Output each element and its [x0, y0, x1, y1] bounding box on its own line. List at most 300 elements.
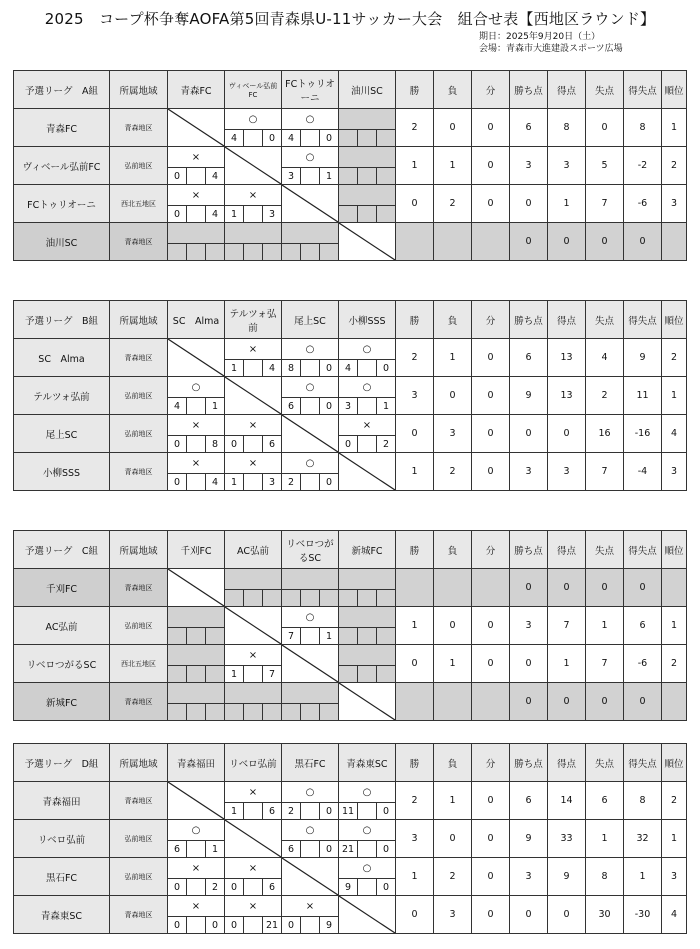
match-result	[339, 569, 395, 589]
team-stat: 1	[396, 453, 434, 491]
team-column-header: 黒石FC	[282, 744, 339, 782]
score-against: 0	[325, 476, 333, 488]
area-header: 所属地域	[110, 301, 168, 339]
team-stat: 2	[434, 185, 472, 223]
score-for	[339, 168, 357, 184]
team-stat: 3	[662, 185, 687, 223]
team-stat: 0	[586, 683, 624, 721]
score-box	[225, 359, 281, 376]
team-stat: 0	[510, 223, 548, 261]
score-against	[263, 244, 281, 260]
group-label: 予選リーグ A組	[14, 71, 110, 109]
team-stat: 1	[434, 645, 472, 683]
match-result: ○	[191, 381, 201, 393]
score-for: 6	[173, 843, 181, 855]
stat-header: 分	[472, 744, 510, 782]
score-against: 4	[211, 476, 219, 488]
match-cell	[225, 896, 282, 934]
team-column-header: 千刈FC	[168, 531, 225, 569]
team-stat: 7	[548, 607, 586, 645]
team-stat: 1	[548, 645, 586, 683]
score-box	[339, 878, 395, 895]
self-match-cell	[225, 377, 282, 415]
score-for: 0	[230, 438, 238, 450]
team-stat: 3	[396, 377, 434, 415]
team-stat: 3	[548, 147, 586, 185]
self-match-cell	[339, 223, 396, 261]
team-stat: 0	[472, 339, 510, 377]
team-column-header: 新城FC	[339, 531, 396, 569]
team-area: 青森地区	[110, 339, 168, 377]
team-area: 青森地区	[110, 896, 168, 934]
self-match-cell	[225, 820, 282, 858]
score-box	[339, 359, 395, 376]
team-stat: 2	[434, 453, 472, 491]
score-for: 0	[173, 208, 181, 220]
team-stat: -16	[624, 415, 662, 453]
score-separator	[300, 628, 320, 644]
score-against: 4	[211, 170, 219, 182]
team-stat: 30	[586, 896, 624, 934]
match-result: ×	[248, 862, 258, 874]
match-cell	[225, 683, 282, 721]
team-stat: 1	[662, 820, 687, 858]
match-result: ○	[362, 862, 372, 874]
diagonal-line-icon	[282, 415, 338, 452]
score-box	[339, 205, 395, 222]
team-stat	[472, 223, 510, 261]
score-separator	[357, 206, 377, 222]
team-stat: 11	[624, 377, 662, 415]
team-stat: 0	[548, 415, 586, 453]
team-area: 青森地区	[110, 223, 168, 261]
score-for: 6	[287, 843, 295, 855]
team-column-header: AC弘前	[225, 531, 282, 569]
team-stat: 0	[472, 185, 510, 223]
score-box	[225, 129, 281, 146]
score-separator	[357, 879, 377, 895]
score-box	[168, 878, 224, 895]
score-box	[168, 665, 224, 682]
team-area: 弘前地区	[110, 820, 168, 858]
team-column-header: 青森福田	[168, 744, 225, 782]
group-table	[13, 530, 687, 721]
score-for	[168, 704, 186, 720]
match-result: ×	[248, 457, 258, 469]
match-cell	[168, 453, 225, 491]
match-cell	[282, 339, 339, 377]
team-stat: 3	[434, 896, 472, 934]
score-against: 2	[382, 438, 390, 450]
diagonal-line-icon	[168, 569, 224, 606]
team-row	[14, 896, 687, 934]
match-cell	[282, 109, 339, 147]
score-separator	[243, 244, 263, 260]
team-row	[14, 377, 687, 415]
match-result: ○	[362, 343, 372, 355]
header-row	[14, 301, 687, 339]
score-separator	[357, 590, 377, 606]
team-area: 西北五地区	[110, 645, 168, 683]
match-result: ×	[248, 786, 258, 798]
self-match-cell	[225, 607, 282, 645]
self-match-cell	[339, 683, 396, 721]
stat-header: 負	[434, 744, 472, 782]
stat-header: 得失点	[624, 71, 662, 109]
team-stat: -6	[624, 645, 662, 683]
score-box	[282, 129, 338, 146]
score-separator	[243, 704, 263, 720]
score-against: 21	[265, 919, 279, 931]
match-result	[339, 185, 395, 205]
score-for: 11	[341, 805, 355, 817]
score-for: 2	[287, 805, 295, 817]
stat-header: 勝ち点	[510, 744, 548, 782]
match-result: ×	[248, 649, 258, 661]
match-cell	[225, 858, 282, 896]
match-cell	[168, 607, 225, 645]
diagonal-line-icon	[339, 683, 395, 720]
team-name: テルツォ弘前	[14, 377, 110, 415]
score-for: 0	[173, 476, 181, 488]
team-stat: 1	[396, 858, 434, 896]
team-stat: 0	[434, 377, 472, 415]
team-column-header: テルツォ弘前	[225, 301, 282, 339]
score-against	[263, 590, 281, 606]
match-cell	[225, 782, 282, 820]
match-cell	[339, 569, 396, 607]
team-stat: 0	[586, 223, 624, 261]
score-separator	[300, 360, 320, 376]
match-result: ×	[191, 900, 201, 912]
score-for	[282, 704, 300, 720]
diagonal-line-icon	[225, 377, 281, 414]
score-separator	[186, 841, 206, 857]
team-row	[14, 569, 687, 607]
score-separator	[186, 474, 206, 490]
match-result: ○	[305, 343, 315, 355]
team-stat: 3	[662, 858, 687, 896]
match-result: ×	[191, 151, 201, 163]
match-result: ○	[305, 113, 315, 125]
score-for	[282, 590, 300, 606]
team-area: 青森地区	[110, 782, 168, 820]
team-name: 青森FC	[14, 109, 110, 147]
match-cell	[339, 645, 396, 683]
score-box	[225, 703, 281, 720]
group-label: 予選リーグ B組	[14, 301, 110, 339]
team-name: 千刈FC	[14, 569, 110, 607]
team-stat: 1	[434, 782, 472, 820]
score-for: 2	[287, 476, 295, 488]
score-separator	[243, 879, 263, 895]
team-stat: -6	[624, 185, 662, 223]
match-result: ×	[362, 419, 372, 431]
score-for	[339, 590, 357, 606]
match-cell	[282, 453, 339, 491]
stat-header: 失点	[586, 531, 624, 569]
team-stat: -30	[624, 896, 662, 934]
team-stat	[434, 223, 472, 261]
score-against: 0	[382, 843, 390, 855]
team-stat: 1	[662, 607, 687, 645]
team-stat	[434, 683, 472, 721]
team-column-header: SC Alma	[168, 301, 225, 339]
team-row	[14, 683, 687, 721]
score-box	[225, 473, 281, 490]
score-for: 1	[230, 362, 238, 374]
score-against	[320, 590, 338, 606]
stat-header: 負	[434, 301, 472, 339]
score-against: 3	[268, 476, 276, 488]
match-cell	[282, 569, 339, 607]
team-row	[14, 858, 687, 896]
score-for: 9	[344, 881, 352, 893]
match-result: ○	[305, 824, 315, 836]
score-against	[377, 130, 395, 146]
match-result: ○	[248, 113, 258, 125]
score-separator	[357, 168, 377, 184]
match-result: ×	[191, 189, 201, 201]
stat-header: 得点	[548, 71, 586, 109]
score-box	[339, 167, 395, 184]
stat-header: 順位	[662, 301, 687, 339]
team-stat: 4	[662, 415, 687, 453]
team-name: 新城FC	[14, 683, 110, 721]
diagonal-line-icon	[225, 147, 281, 184]
team-area: 青森地区	[110, 569, 168, 607]
score-for: 1	[230, 476, 238, 488]
team-stat: 3	[396, 820, 434, 858]
match-result: ×	[248, 900, 258, 912]
team-stat: 0	[434, 109, 472, 147]
score-separator	[300, 917, 320, 933]
team-stat: 0	[472, 782, 510, 820]
match-result	[225, 683, 281, 703]
team-stat: 0	[472, 896, 510, 934]
team-stat: 8	[548, 109, 586, 147]
score-against: 9	[325, 919, 333, 931]
score-for: 1	[230, 668, 238, 680]
stat-header: 勝	[396, 71, 434, 109]
score-against: 0	[325, 400, 333, 412]
score-against: 1	[325, 630, 333, 642]
score-against: 0	[382, 881, 390, 893]
score-separator	[300, 130, 320, 146]
score-for	[339, 130, 357, 146]
score-for	[168, 666, 186, 682]
score-against: 1	[382, 400, 390, 412]
header-row	[14, 744, 687, 782]
score-box	[168, 397, 224, 414]
team-column-header: 青森東SC	[339, 744, 396, 782]
match-result: ○	[362, 786, 372, 798]
score-separator	[186, 206, 206, 222]
team-name: 青森福田	[14, 782, 110, 820]
team-stat: 0	[586, 109, 624, 147]
team-column-header: 尾上SC	[282, 301, 339, 339]
score-box	[282, 627, 338, 644]
stat-header: 順位	[662, 531, 687, 569]
score-separator	[186, 704, 206, 720]
team-name: 青森東SC	[14, 896, 110, 934]
team-stat: 0	[472, 415, 510, 453]
team-stat: 0	[548, 683, 586, 721]
team-column-header: 油川SC	[339, 71, 396, 109]
score-box	[282, 167, 338, 184]
match-result	[282, 569, 338, 589]
team-stat: 8	[624, 109, 662, 147]
score-for: 0	[230, 881, 238, 893]
self-match-cell	[168, 782, 225, 820]
stat-header: 勝	[396, 301, 434, 339]
team-row	[14, 645, 687, 683]
team-stat: 1	[586, 820, 624, 858]
stat-header: 勝ち点	[510, 531, 548, 569]
diagonal-line-icon	[168, 109, 224, 146]
score-box	[282, 802, 338, 819]
match-cell	[339, 339, 396, 377]
match-result	[225, 569, 281, 589]
score-against	[320, 704, 338, 720]
match-cell	[282, 896, 339, 934]
score-for	[168, 244, 186, 260]
match-cell	[339, 109, 396, 147]
score-separator	[186, 917, 206, 933]
score-box	[339, 627, 395, 644]
score-for: 0	[230, 919, 238, 931]
area-header: 所属地域	[110, 71, 168, 109]
team-stat: 0	[548, 896, 586, 934]
score-separator	[357, 360, 377, 376]
team-stat: 0	[472, 147, 510, 185]
team-name: FCトゥリオーニ	[14, 185, 110, 223]
match-result: ○	[191, 824, 201, 836]
team-stat: 9	[624, 339, 662, 377]
score-box	[339, 840, 395, 857]
match-result: ×	[248, 343, 258, 355]
stat-header: 失点	[586, 744, 624, 782]
score-against: 0	[382, 362, 390, 374]
score-separator	[243, 474, 263, 490]
team-stat: 0	[510, 896, 548, 934]
match-result	[282, 223, 338, 243]
team-stat: 14	[548, 782, 586, 820]
team-stat	[662, 569, 687, 607]
score-against: 1	[211, 400, 219, 412]
match-cell	[282, 607, 339, 645]
team-stat: 0	[396, 645, 434, 683]
match-result: ○	[305, 457, 315, 469]
self-match-cell	[282, 858, 339, 896]
stat-header: 勝ち点	[510, 71, 548, 109]
diagonal-line-icon	[225, 607, 281, 644]
score-box	[282, 473, 338, 490]
team-stat: 2	[662, 147, 687, 185]
match-result: ×	[305, 900, 315, 912]
score-box	[282, 703, 338, 720]
diagonal-line-icon	[282, 858, 338, 895]
score-separator	[300, 803, 320, 819]
score-separator	[243, 206, 263, 222]
match-result	[339, 645, 395, 665]
stat-header: 得点	[548, 744, 586, 782]
match-result: ○	[305, 611, 315, 623]
match-result: ○	[305, 151, 315, 163]
score-box	[168, 840, 224, 857]
team-name: AC弘前	[14, 607, 110, 645]
score-box	[168, 473, 224, 490]
score-separator	[243, 360, 263, 376]
diagonal-line-icon	[168, 339, 224, 376]
team-stat: 8	[586, 858, 624, 896]
area-header: 所属地域	[110, 531, 168, 569]
score-box	[282, 589, 338, 606]
score-for: 0	[173, 881, 181, 893]
score-box	[168, 916, 224, 933]
score-against: 7	[268, 668, 276, 680]
stat-header: 得失点	[624, 301, 662, 339]
score-against: 0	[325, 805, 333, 817]
team-name: 黒石FC	[14, 858, 110, 896]
stat-header: 勝ち点	[510, 301, 548, 339]
team-stat	[396, 683, 434, 721]
score-against	[320, 244, 338, 260]
venue-line: 会場：青森市大進建設スポーツ広場	[479, 44, 623, 54]
score-separator	[186, 244, 206, 260]
score-separator	[243, 590, 263, 606]
team-stat: -4	[624, 453, 662, 491]
team-stat: 0	[396, 185, 434, 223]
team-column-header: 小柳SSS	[339, 301, 396, 339]
score-box	[339, 397, 395, 414]
team-stat: 0	[624, 683, 662, 721]
team-stat: 1	[662, 109, 687, 147]
match-cell	[225, 569, 282, 607]
team-name: SC Alma	[14, 339, 110, 377]
score-box	[225, 205, 281, 222]
team-column-header: ヴィベール弘前FC	[225, 71, 282, 109]
match-cell	[282, 223, 339, 261]
score-for: 0	[173, 919, 181, 931]
team-stat: 0	[624, 223, 662, 261]
group-table	[13, 70, 687, 261]
team-stat: 2	[662, 339, 687, 377]
score-separator	[186, 398, 206, 414]
score-box	[282, 916, 338, 933]
match-cell	[339, 607, 396, 645]
team-stat: 0	[586, 569, 624, 607]
score-separator	[186, 628, 206, 644]
team-row	[14, 147, 687, 185]
score-box	[282, 397, 338, 414]
match-result	[282, 683, 338, 703]
team-stat: 3	[510, 607, 548, 645]
score-box	[225, 435, 281, 452]
score-box	[339, 435, 395, 452]
score-for: 0	[173, 170, 181, 182]
score-against	[377, 628, 395, 644]
team-stat: 0	[472, 820, 510, 858]
score-for: 0	[287, 919, 295, 931]
score-separator	[300, 168, 320, 184]
team-stat	[662, 683, 687, 721]
team-stat: 0	[624, 569, 662, 607]
match-cell	[282, 377, 339, 415]
score-box	[339, 589, 395, 606]
match-result: ○	[305, 381, 315, 393]
score-box	[168, 627, 224, 644]
